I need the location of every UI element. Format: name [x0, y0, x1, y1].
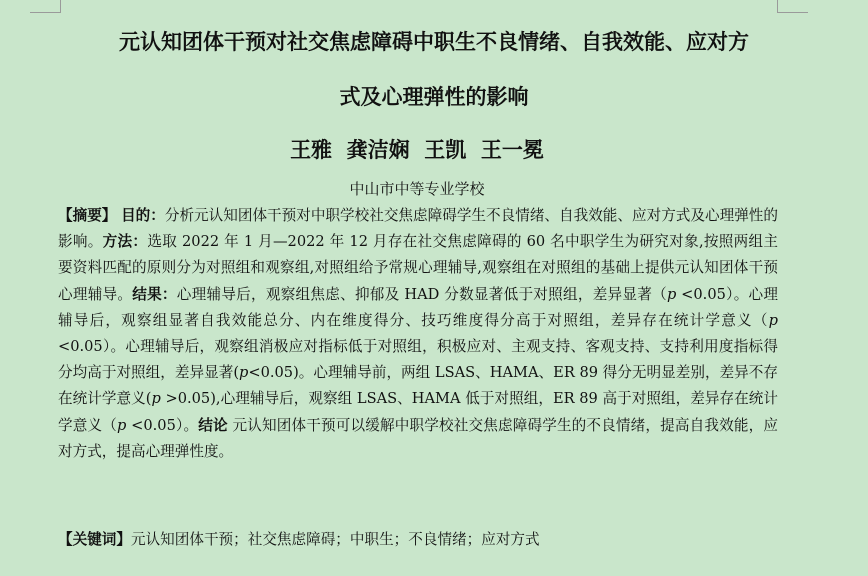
results-text-4: <0.05)。心理辅导前，两组 LSAS、HAMA、ER 89 得分无明显差别，差异不存在统计学意义( — [58, 364, 778, 408]
methods-label: 方法： — [102, 233, 148, 251]
results-text-3: <0.05）。心理辅导后，观察组消极应对指标低于对照组，积极应对、主观支持、客观支持、支持利用度指标得分均高于对照组，差异显著( — [58, 338, 778, 382]
p-value-symbol: p — [239, 364, 249, 382]
results-text-6: <0.05）。 — [126, 416, 199, 434]
keywords-label: 【关键词】 — [58, 531, 131, 548]
objective-label: 目的： — [121, 207, 165, 224]
results-text-2: <0.05）。心理辅导后，观察组显著自我效能总分、内在维度得分、技巧维度得分高于对照组，差异存在统计学意义（ — [58, 285, 778, 329]
authors: 王雅 龚洁娴 王凯 王一冕 — [290, 137, 544, 162]
methods-text: 选取 2022 年 1 月—2022 年 12 月存在社交焦虑障碍的 60 名中职学生为研究对象,按照两组主要资料匹配的原则分为对照组和观察组,对照组给予常规心理辅导,观察组在对照组的基础上提供元认知团体干预心理辅导。 — [58, 233, 778, 303]
p-value-symbol: p — [768, 311, 778, 329]
results-label: 结果： — [132, 285, 177, 303]
abstract-label: 【摘要】 — [58, 207, 117, 224]
title-line-1: 元认知团体干预对社交焦虑障碍中职生不良情绪、自我效能、应对方 — [119, 29, 749, 54]
title-line-2: 式及心理弹性的影响 — [339, 84, 529, 109]
p-value-symbol: p — [117, 416, 127, 434]
p-value-symbol: p — [151, 390, 161, 408]
conclusion-label: 结论 — [198, 416, 228, 434]
conclusion-text: 元认知团体干预可以缓解中职学校社交焦虑障碍学生的不良情绪，提高自我效能，应对方式，提高心理弹性度。 — [58, 416, 778, 460]
affiliation: 中山市中等专业学校 — [349, 180, 485, 198]
abstract — [58, 203, 778, 465]
results-text-1: 心理辅导后，观察组焦虑、抑郁及 HAD 分数显著低于对照组，差异显著（ — [176, 285, 667, 303]
p-value-symbol: p — [666, 285, 677, 303]
keywords-text: 元认知团体干预；社交焦虑障碍；中职生；不良情绪；应对方式 — [130, 531, 540, 548]
objective-text: 分析元认知团体干预对中职学校社交焦虑障碍学生不良情绪、自我效能、应对方式及心理弹性的影响。 — [58, 207, 778, 251]
results-text-5: >0.05),心理辅导后，观察组 LSAS、HAMA 低于对照组，ER 89 高于对照组，差异存在统计学意义（ — [58, 390, 779, 434]
keywords — [58, 527, 778, 553]
